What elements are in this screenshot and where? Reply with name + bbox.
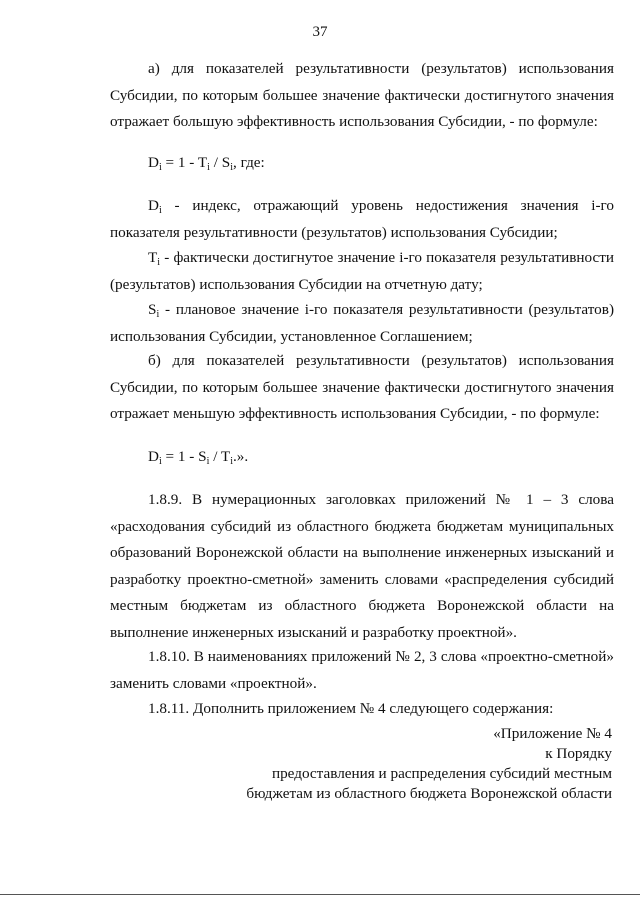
paragraph-a — [110, 56, 614, 136]
text-line: б) для показателей результативности (результатов) использования — [148, 352, 614, 369]
text-line: выполнение инженерных изысканий и разработку проектной». — [110, 623, 517, 641]
formula-1: $D_i = 1 - T_i / S_i$, где: — [148, 154, 265, 173]
appendix-header — [246, 724, 612, 804]
text-line: $T_i$ - фактически достигнутое значение i-го показателя результативности — [148, 249, 614, 268]
formula-2: $D_i = 1 - S_i / T_i$.». — [148, 448, 249, 467]
paragraph-1-8-11 — [110, 696, 614, 723]
text-line: образований Воронежской области на выполнение инженерных изысканий и — [110, 544, 614, 561]
text-line: показателя результативности (результатов) использования Субсидии; — [110, 223, 558, 241]
paragraph-b — [110, 348, 614, 428]
text-line: Субсидии, по которым большее значение фактически достигнутого значения — [110, 86, 614, 104]
text-line: местным бюджетам из областного бюджета Воронежской области на — [110, 597, 614, 614]
appendix-line: предоставления и распределения субсидий местным — [271, 765, 612, 782]
text-line: $S_i$ - плановое значение i-го показателя результативности (результатов) — [148, 301, 614, 320]
text-line: «расходования субсидий из областного бюджета бюджетам муниципальных — [110, 517, 614, 535]
text-line: $D_i$ - индекс, отражающий уровень недостижения значения i-го — [148, 197, 614, 216]
paragraph-1-8-10 — [110, 644, 614, 697]
text-line: разработку проектно-сметной» заменить словами «распределения субсидий — [110, 570, 614, 588]
text-line: использования Субсидии, установленное Соглашением; — [110, 327, 473, 345]
appendix-line: бюджетам из областного бюджета Воронежской области — [246, 785, 612, 802]
definition-t — [110, 245, 614, 298]
text-line: а) для показателей результативности (результатов) использования — [148, 60, 614, 77]
text-line: заменить словами «проектной». — [110, 674, 317, 692]
bottom-scan-edge — [0, 894, 640, 895]
text-line: Субсидии, по которым большее значение фактически достигнутого значения — [110, 378, 614, 396]
text-line: отражает меньшую эффективность использования Субсидии, - по формуле: — [110, 405, 600, 422]
definition-d — [110, 193, 614, 246]
text-line: 1.8.10. В наименованиях приложений № 2, 3 слова «проектно-сметной» — [148, 648, 614, 665]
page-number: 37 — [312, 24, 328, 40]
paragraph-1-8-9 — [110, 487, 614, 646]
text-line: 1.8.9. В нумерационных заголовках приложений № 1 – 3 слова — [148, 491, 614, 508]
appendix-line: к Порядку — [545, 745, 612, 762]
text-line: отражает большую эффективность использования Субсидии, - по формуле: — [110, 113, 598, 130]
text-line: (результатов) использования Субсидии на отчетную дату; — [110, 275, 483, 293]
definition-s — [110, 297, 614, 350]
text-line: 1.8.11. Дополнить приложением № 4 следующего содержания: — [148, 700, 554, 717]
appendix-line: «Приложение № 4 — [493, 725, 612, 742]
